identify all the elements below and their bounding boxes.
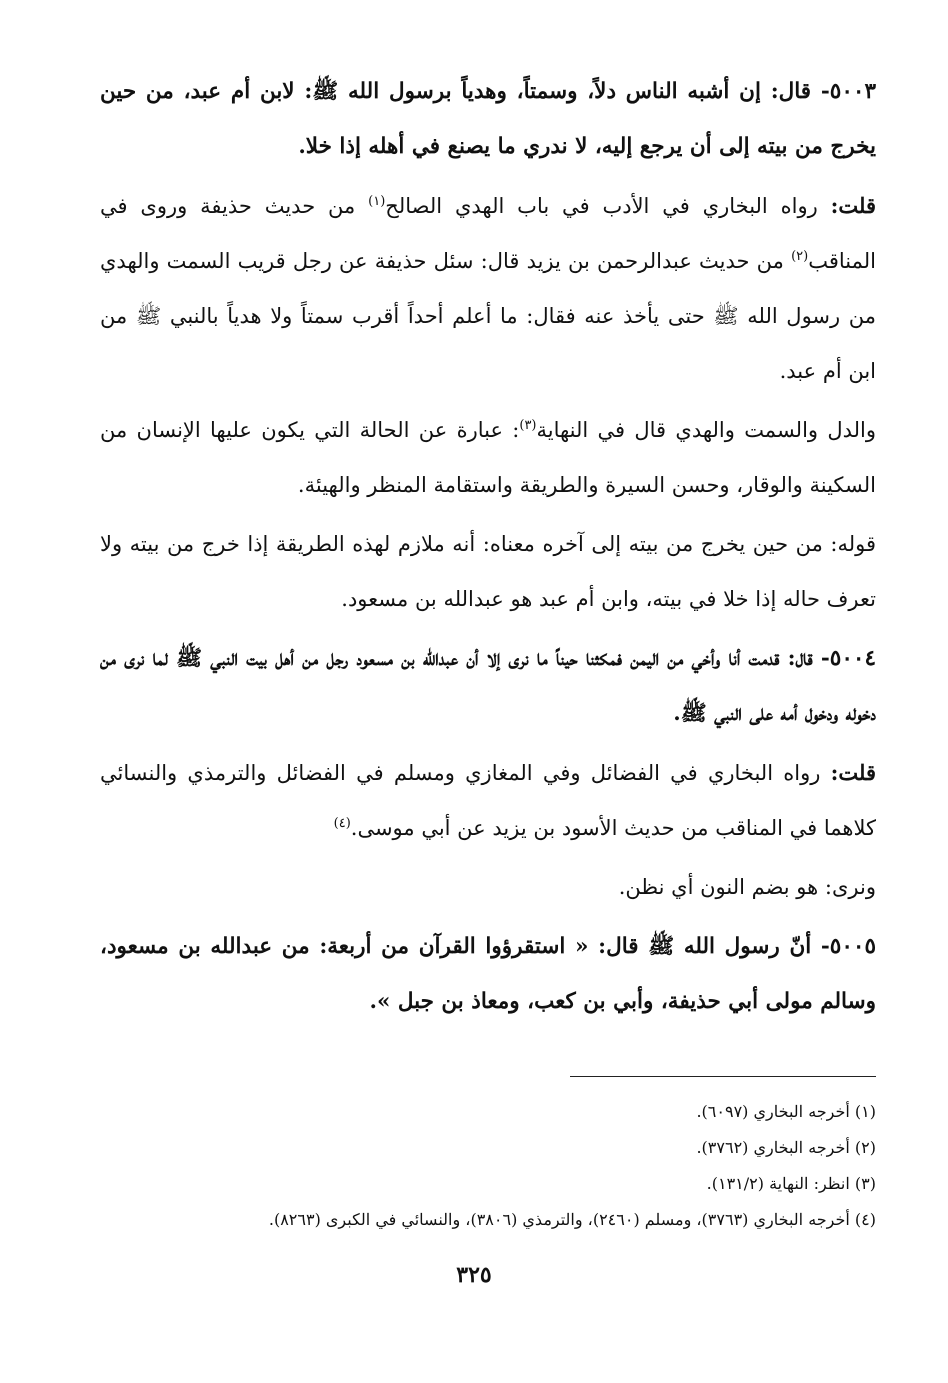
footnote-1: (١) أخرجه البخاري (٦٠٩٧). [696, 1102, 876, 1121]
footnote-ref-3[interactable]: (٣) [519, 418, 537, 433]
explanation-qawluhu: قوله: من حين يخرج من بيته إلى آخره معناه: أنه ملازم لهذه الطريقة إذا خرج من بيته ولا تعرف حاله إذا خلا في بيته، وابن أم عبد هو عبدالله بن مسعود. [100, 532, 876, 611]
note-text: : عبارة عن الحالة التي يكون عليها الإنسان من السكينة والوقار، وحسن السيرة والطريقة واستقامة المنظر والهيئة. [100, 418, 876, 497]
note-text: والدل والسمت والهدي قال في النهاية [536, 418, 877, 442]
commentary-text: من حديث عبدالرحمن بن يزيد قال: سئل حذيفة عن رجل قريب السمت والهدي من رسول الله ﷺ حتى يأخذ عنه فقال: ما أعلم أحداً أقرب سمتاً ولا هدياً بالنبي ﷺ من ابن أم عبد. [100, 249, 876, 383]
commentary-text: من حديث حذيفة وروى في المناقب [100, 194, 876, 273]
footnote-3: (٣) انظر: النهاية (١٣١/٢). [706, 1174, 876, 1193]
main-text [100, 64, 876, 1029]
page-number: ٣٢٥ [456, 1262, 492, 1288]
footnote-ref-1[interactable]: (١) [368, 194, 386, 209]
footnote-ref-2[interactable]: (٢) [791, 249, 809, 264]
footnote-ref-4[interactable]: (٤) [333, 816, 351, 831]
explanation-note [100, 403, 876, 513]
hadith-5005: ٥٠٠٥- أنّ رسول الله ﷺ قال: « استقرؤوا القرآن من أربعة: من عبدالله بن مسعود، وسالم مولى أبي حذيفة، وأبي بن كعب، ومعاذ بن جبل ». [100, 934, 876, 1014]
hadith-5003: ٥٠٠٣- قال: إن أشبه الناس دلاً، وسمتاً، وهدياً برسول الله ﷺ: لابن أم عبد، من حين يخرج من بيته إلى أن يرجع إليه، لا ندري ما يصنع في أهله إذا خلا. [100, 79, 876, 159]
explanation-nara: ونرى: هو بضم النون أي نظن. [618, 875, 876, 899]
footnote-2: (٢) أخرجه البخاري (٣٧٦٢). [696, 1138, 876, 1157]
footnote-separator [570, 1076, 876, 1077]
hadith-5004: ٥٠٠٤- قال: قدمت أنا وأخي من اليمن فمكثنا حيناً ما نرى إلا أن عبدالله بن مسعود رجل من أهل بيت النبي ﷺ لما نرى من دخوله ودخول أمه على النبي ﷺ. [100, 646, 876, 726]
footnote-4: (٤) أخرجه البخاري (٣٧٦٣)، ومسلم (٢٤٦٠)، والترمذي (٣٨٠٦)، والنسائي في الكبرى (٨٢٦٣). [268, 1210, 876, 1229]
commentary-5004 [100, 745, 876, 856]
footnotes [100, 1094, 876, 1238]
commentary-text: رواه البخاري في الأدب في باب الهدي الصالح [385, 194, 818, 218]
commentary-text: رواه البخاري في الفضائل وفي المغازي ومسلم في الفضائل والترمذي والنسائي كلاهما في المناقب من حديث الأسود بن يزيد عن أبي موسى. [100, 761, 876, 840]
commentary-keyword: قلت: [830, 760, 876, 785]
commentary-5003 [100, 178, 876, 399]
commentary-keyword: قلت: [830, 193, 876, 218]
